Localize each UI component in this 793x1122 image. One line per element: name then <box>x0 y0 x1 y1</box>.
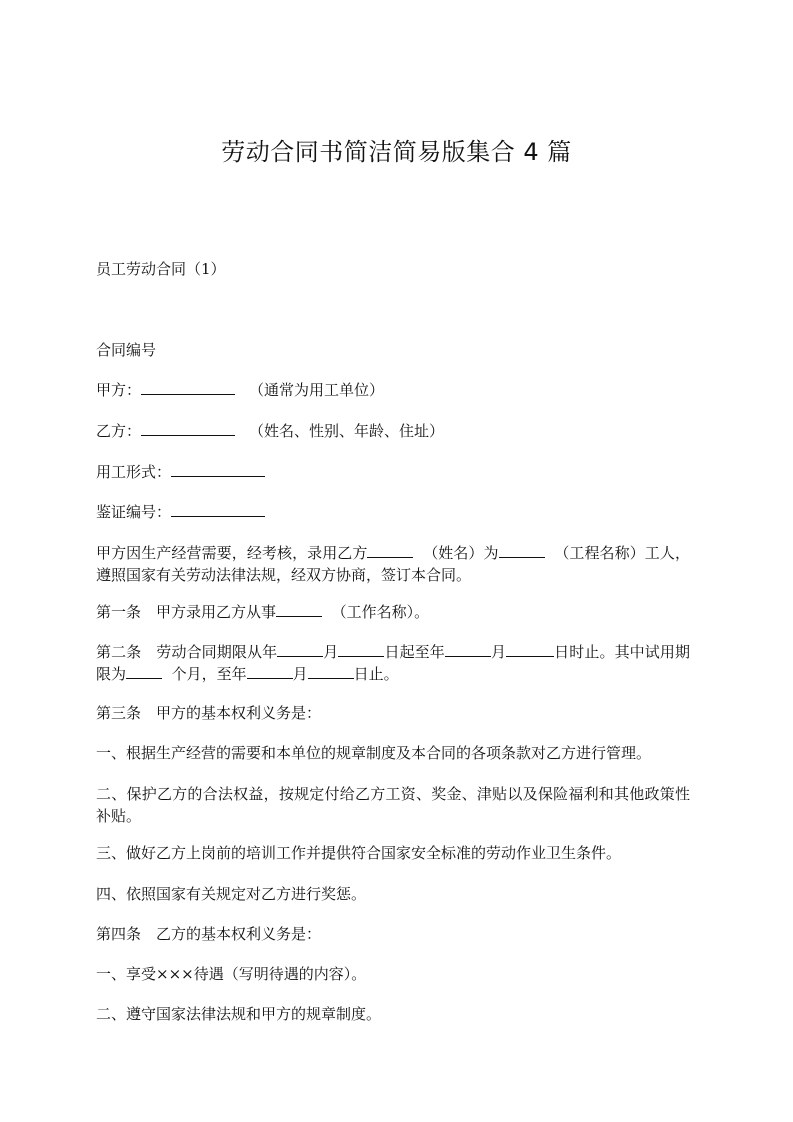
document-title: 劳动合同书简洁简易版集合 4 篇 <box>221 138 572 166</box>
intro-name-blank <box>367 542 413 558</box>
contract-subtitle: 员工劳动合同（1） <box>96 260 226 278</box>
intro-project-blank <box>499 542 545 558</box>
article1-part2: （工作名称）。 <box>331 603 430 621</box>
article2-blank-4 <box>506 641 554 657</box>
employment-form-blank <box>171 461 265 477</box>
party-b-label: 乙方： <box>96 422 142 440</box>
intro-part1: 甲方因生产经营需要，经考核，录用乙方 <box>96 544 368 562</box>
party-a-note: （通常为用工单位） <box>249 381 385 399</box>
intro-part2: （姓名）为 <box>423 544 499 562</box>
party-a-line <box>96 379 690 401</box>
article2-part2: 日起至年 <box>384 643 445 661</box>
article2-month3: 月 <box>292 665 308 683</box>
party-b-note: （姓名、性别、年龄、住址） <box>249 422 445 440</box>
party-a-blank <box>141 379 235 395</box>
article2-part5: 日止。 <box>353 665 399 683</box>
verification-label: 鉴证编号： <box>96 503 172 521</box>
party-a-label: 甲方： <box>96 381 142 399</box>
article2-part1: 第二条 劳动合同期限从年 <box>96 643 278 661</box>
contract-number-label: 合同编号 <box>96 341 157 359</box>
article2-blank-2 <box>338 641 384 657</box>
article2-paragraph <box>96 641 690 685</box>
article2-blank-5 <box>126 663 162 679</box>
article4-item-2: 二、遵守国家法律法规和甲方的规章制度。 <box>96 1005 382 1023</box>
article2-part3: 日时止。其中试用期限为 <box>96 643 690 683</box>
article2-month1: 月 <box>323 643 339 661</box>
employment-form-line <box>96 461 690 483</box>
article3-item-2: 二、保护乙方的合法权益，按规定付给乙方工资、奖金、津贴以及保险福利和其他政策性补贴。 <box>96 785 690 825</box>
article2-blank-6 <box>247 663 293 679</box>
employment-form-label: 用工形式： <box>96 463 172 481</box>
article3-item-4: 四、依照国家有关规定对乙方进行奖惩。 <box>96 885 367 903</box>
article1-blank <box>276 601 322 617</box>
article4-item-1: 一、享受×××待遇（写明待遇的内容）。 <box>96 965 367 983</box>
article3-heading: 第三条 甲方的基本权利义务是： <box>96 704 322 722</box>
article2-blank-1 <box>277 641 323 657</box>
article2-blank-7 <box>308 663 354 679</box>
intro-paragraph <box>96 542 690 586</box>
party-b-line <box>96 420 690 442</box>
article2-month2: 月 <box>490 643 507 661</box>
party-b-blank <box>141 420 235 436</box>
article3-item-1: 一、根据生产经营的需要和本单位的规章制度及本合同的各项条款对乙方进行管理。 <box>96 744 652 762</box>
article2-part4: 个月，至年 <box>171 665 247 683</box>
article1-line <box>96 601 690 623</box>
article2-blank-3 <box>445 641 491 657</box>
article4-heading: 第四条 乙方的基本权利义务是： <box>96 925 322 943</box>
article1-part1: 第一条 甲方录用乙方从事 <box>96 603 277 621</box>
intro-part3: （工程名称）工人，遵照国家有关劳动法律法规，经双方协商，签订本合同。 <box>96 544 690 584</box>
verification-blank <box>171 501 265 517</box>
verification-line <box>96 501 690 523</box>
article3-item-3: 三、做好乙方上岗前的培训工作并提供符合国家安全标准的劳动作业卫生条件。 <box>96 844 622 862</box>
